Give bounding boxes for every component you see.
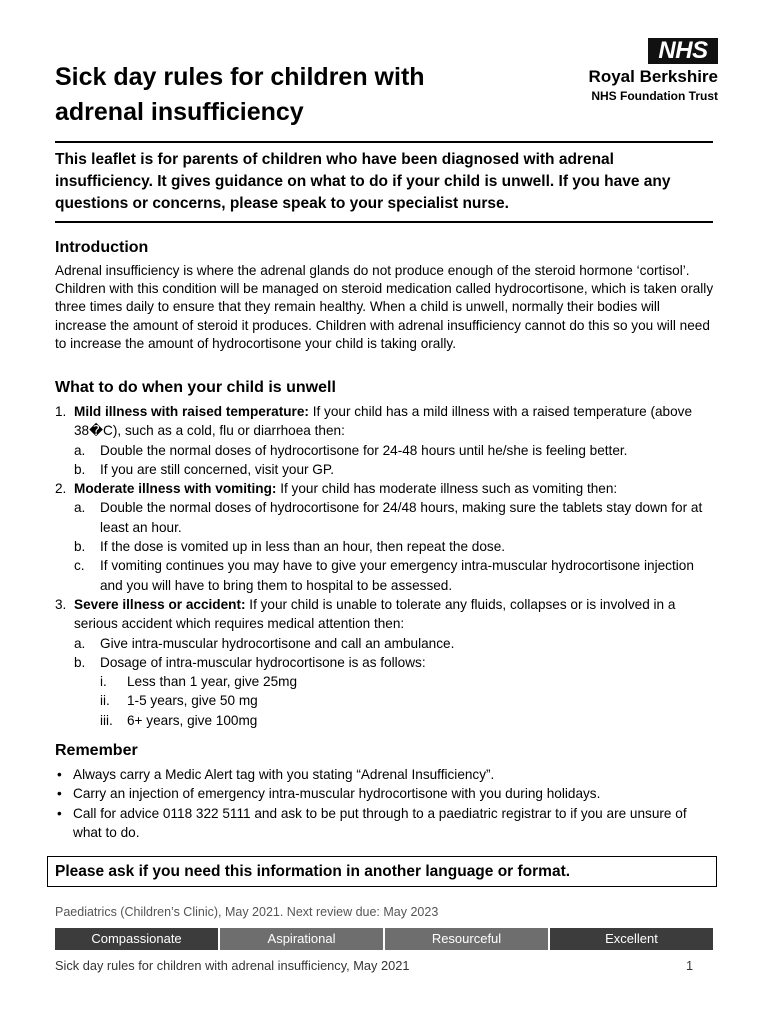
sub-text: If you are still concerned, visit your GP. [100, 461, 334, 477]
dosage-numeral: iii. [100, 712, 113, 728]
list-item [55, 784, 717, 803]
language-notice: Please ask if you need this information in another language or format. [47, 856, 717, 887]
dosage-numeral: i. [100, 674, 107, 690]
remember-heading: Remember [55, 742, 138, 759]
sub-letter: b. [74, 654, 86, 670]
sub-letter: a. [74, 635, 86, 651]
title-line-1: Sick day rules for children with [55, 63, 425, 91]
lead-paragraph: This leaflet is for parents of children who have been diagnosed with adrenal insufficiency. It gives guidance on what to do if your child is unwell. If you have any questions or concerns, please speak to your specialist nurse. [55, 151, 671, 212]
sub-letter: b. [74, 461, 86, 477]
sub-letter: a. [74, 500, 86, 516]
item-number: 2. [55, 481, 67, 497]
dosage-text: Less than 1 year, give 25mg [127, 674, 298, 690]
item-heading: Mild illness with raised temperature: [74, 404, 309, 419]
value-compassionate: Compassionate [55, 928, 218, 950]
trust-name: Royal Berkshire [588, 67, 718, 86]
sub-item [55, 441, 717, 460]
sub-text: Dosage of intra-muscular hydrocortisone is as follows: [100, 654, 426, 670]
unwell-heading: What to do when your child is unwell [55, 379, 336, 396]
bullet-text: Carry an injection of emergency intra-muscular hydrocortisone with you during holidays. [73, 786, 601, 802]
review-footnote: Paediatrics (Children’s Clinic), May 2021. Next review due: May 2023 [55, 905, 439, 919]
dosage-item [55, 711, 717, 730]
bullet-text: Always carry a Medic Alert tag with you stating “Adrenal Insufficiency”. [73, 767, 495, 782]
sub-text: Double the normal doses of hydrocortisone for 24-48 hours until he/she is feeling better. [100, 442, 628, 458]
remember-list [55, 765, 717, 842]
value-aspirational: Aspirational [220, 928, 383, 950]
list-item [55, 402, 717, 441]
value-resourceful: Resourceful [385, 928, 548, 950]
value-excellent: Excellent [550, 928, 713, 950]
sub-text: If vomiting continues you may have to give your emergency intra-muscular hydrocortisone injection and you will have to bring them to hospital to be assessed. [100, 558, 694, 593]
divider-top [55, 141, 713, 143]
sub-item [55, 498, 717, 537]
item-text: If your child has moderate illness such as vomiting then: [276, 481, 618, 497]
footer-text: Sick day rules for children with adrenal insufficiency, May 2021 [55, 958, 410, 973]
page-number: 1 [686, 958, 694, 973]
sub-item [55, 653, 717, 672]
sub-item [55, 537, 717, 556]
item-text: If your child has a mild illness with a raised temperature (above 38�C), such as a cold, flu or diarrhoea then: [74, 404, 693, 439]
nhs-logo [580, 36, 730, 106]
divider-lead [55, 221, 713, 223]
sub-text: Give intra-muscular hydrocortisone and call an ambulance. [100, 635, 455, 651]
bullet-icon: • [57, 767, 62, 782]
sub-text: If the dose is vomited up in less than an hour, then repeat the dose. [100, 539, 506, 555]
list-item [55, 479, 717, 498]
trust-subtitle: NHS Foundation Trust [591, 89, 718, 103]
item-number: 3. [55, 596, 67, 612]
dosage-item [55, 691, 717, 710]
list-item [55, 595, 717, 634]
page-title [55, 60, 525, 130]
item-heading: Moderate illness with vomiting: [74, 481, 277, 497]
dosage-item [55, 672, 717, 691]
title-line-2: adrenal insufficiency [55, 98, 304, 126]
sub-letter: c. [74, 558, 85, 574]
unwell-list [55, 402, 717, 730]
introduction-text: Adrenal insufficiency is where the adrenal glands do not produce enough of the steroid hormone ‘cortisol’. Children with this condition will be managed on steroid medication called hydrocortisone, which is taken orally three times daily to ensure that they remain healthy. When a child is unwell, normally their bodies will increase the amount of steroid it produces. Children with adrenal insufficiency cannot do this so you will need to increase the amount of hydrocortisone your child is taking orally. [55, 263, 714, 351]
dosage-text: 1-5 years, give 50 mg [127, 693, 258, 709]
dosage-numeral: ii. [100, 693, 110, 709]
dosage-text: 6+ years, give 100mg [127, 712, 258, 728]
item-heading: Severe illness or accident: [74, 596, 246, 612]
nhs-badge: NHS [648, 38, 718, 64]
item-number: 1. [55, 404, 67, 419]
bullet-icon: • [57, 786, 62, 802]
sub-item [55, 634, 717, 653]
bullet-text: Call for advice 0118 322 5111 and ask to be put through to a paediatric registrar to if you are unsure of what to do. [73, 805, 687, 840]
item-text: If your child is unable to tolerate any fluids, collapses or is involved in a serious accident which requires medical attention then: [74, 596, 676, 632]
list-item [55, 765, 717, 784]
list-item [55, 804, 717, 843]
sub-item [55, 460, 717, 479]
sub-letter: a. [74, 442, 86, 458]
sub-item [55, 556, 717, 595]
introduction-heading: Introduction [55, 239, 149, 256]
bullet-icon: • [57, 805, 62, 821]
values-bar [55, 928, 713, 950]
sub-letter: b. [74, 539, 86, 555]
sub-text: Double the normal doses of hydrocortisone for 24/48 hours, making sure the tablets stay down for at least an hour. [100, 500, 703, 535]
